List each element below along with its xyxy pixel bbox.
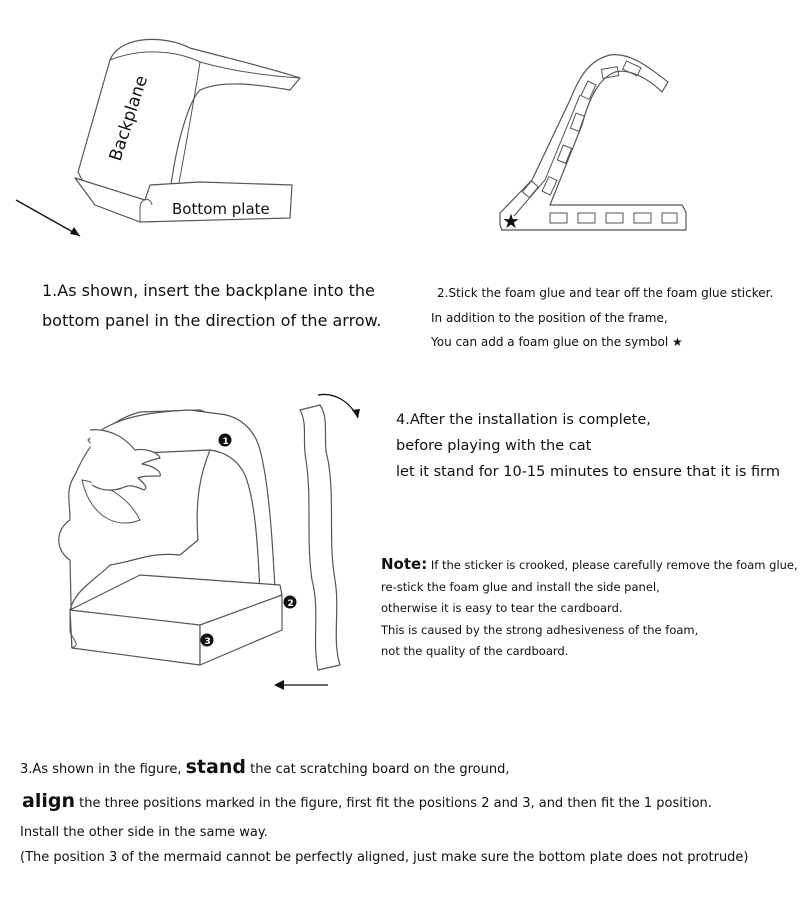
step4-text <box>396 407 780 485</box>
step2-text-sub <box>431 306 683 354</box>
marker-2 <box>284 596 297 610</box>
step1-line2: bottom panel in the direction of the arrow. <box>42 311 382 330</box>
step3-line3: Install the other side in the same way. <box>20 825 268 840</box>
note-line2: re-stick the foam glue and install the side panel, <box>381 579 660 594</box>
step4-line2: before playing with the cat <box>396 438 592 454</box>
step3-line1-prefix: 3.As shown in the figure, <box>20 762 186 777</box>
bottom-plate-label: Bottom plate <box>172 200 270 218</box>
figure-foam-glue-positions <box>490 30 710 233</box>
step3-line2-suffix: the three positions marked in the figure, first fit the positions 2 and 3, and then fit the 1 position. <box>74 796 712 811</box>
step1-line1: 1.As shown, insert the backplane into the <box>42 281 375 300</box>
push-arrow <box>274 680 328 690</box>
step3-line2 <box>22 790 712 812</box>
figure-side-panel-fit <box>50 380 370 700</box>
step2-line3: You can add a foam glue on the symbol ★ <box>431 335 683 349</box>
step3-line1 <box>20 756 509 778</box>
step3-align-emphasis: align <box>22 790 75 812</box>
step2-line2: In addition to the position of the frame, <box>431 311 668 325</box>
step2-line1: 2.Stick the foam glue and tear off the foam glue sticker. <box>437 286 774 300</box>
note-line4: This is caused by the strong adhesiveness of the foam, <box>381 622 699 637</box>
step2-text <box>437 281 773 305</box>
note-line5: not the quality of the cardboard. <box>381 644 569 658</box>
step3-line1-suffix: the cat scratching board on the ground, <box>245 762 510 777</box>
step1-text <box>42 276 381 336</box>
marker-3-label: 3 <box>204 637 211 647</box>
note-line1: If the sticker is crooked, please carefully remove the foam glue, <box>430 558 798 572</box>
star-symbol: ★ <box>502 209 520 233</box>
step4-line3: let it stand for 10-15 minutes to ensure that it is firm <box>396 464 781 480</box>
note-heading: Note: <box>381 555 428 573</box>
note-text <box>381 554 798 663</box>
figure-backplane-assembly <box>0 0 320 250</box>
marker-1-label: 1 <box>222 437 229 447</box>
backplane-label: Backplane <box>105 73 153 164</box>
insert-direction-arrow <box>16 200 80 236</box>
step3-line4: (The position 3 of the mermaid cannot be perfectly aligned, just make sure the bottom plate does not protrude) <box>20 850 749 865</box>
note-line3: otherwise it is easy to tear the cardboard. <box>381 601 623 615</box>
marker-2-label: 2 <box>287 599 294 609</box>
step3-stand-emphasis: stand <box>185 756 246 778</box>
step4-line1: 4.After the installation is complete, <box>396 412 651 428</box>
